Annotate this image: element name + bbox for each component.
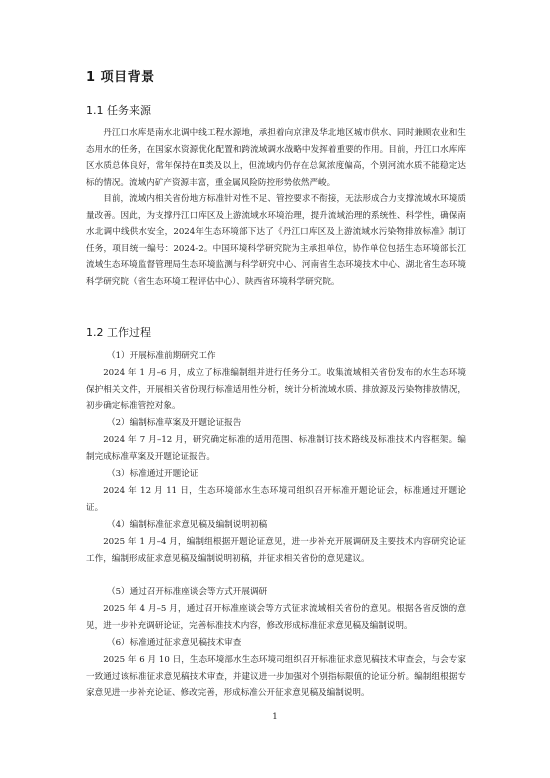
paragraph-task-source-1: 丹江口水库是南水北调中线工程水源地，承担着向京津及华北地区城市供水、同时兼顾农业和生态用水的任务，在国家水资源优化配置和跨流域调水战略中发挥着重要的作用。目前，丹江口水库库区水质总体良好，常年保持在Ⅱ类及以上，但流域内仍存在总氮浓度偏高，个别河流水质不能稳定达标的情况。流域内矿产资源丰富，重金属风险防控形势依然严峻。 (86, 128, 466, 188)
section-heading-1: 1 项目背景 (86, 70, 155, 85)
work-step-body: 2025 年 6 月 10 日，生态环境部水生态环境司组织召开标准征求意见稿技术审查会，与会专家一致通过该标准征求意见稿技术审查，并建议进一步加强对个别指标限值的论证分析。编制组根据专家意见进一步补充论证、修改完善，形成标准公开征求意见稿及编制说明。 (86, 655, 466, 699)
work-step-heading: （3）标准通过开题论证 (107, 469, 199, 479)
work-step-heading: （2）编制标准草案及开题论证报告 (107, 418, 242, 428)
work-step-heading: （6）标准通过征求意见稿技术审查 (107, 638, 242, 648)
paragraph-task-source-2: 目前，流域内相关省份地方标准针对性不足、管控要求不衔接，无法形成合力支撑流域水环境质量改善。因此，为支撑丹江口库区及上游流域水环境治理，提升流域治理的系统性、科学性，确保南水北调中线供水安全，2024年生态环境部下达了《丹江口库区及上游流域水污染物排放标准》制订任务，项目统一编号：2024-2。中国环境科学研究院为主承担单位，协作单位包括生态环境部长江流域生态环境监督管理局生态环境监测与科学研究中心、河南省生态环境技术中心、湖北省生态环境科学研究院（省生态环境工程评估中心）、陕西省环境科学研究院。 (86, 194, 466, 287)
section-heading-1-1: 1.1 任务来源 (86, 104, 151, 117)
work-step-body: 2024 年 12 月 11 日，生态环境部水生态环境司组织召开标准开题论证会，标准通过开题论证。 (86, 486, 466, 513)
work-step-heading: （4）编制标准征求意见稿及编制说明初稿 (107, 520, 268, 530)
work-step-body: 2025 年 4 月–5 月，通过召开标准座谈会等方式征求流域相关省份的意见。根据各省反馈的意见，进一步补充调研论证，完善标准技术内容，修改形成标准征求意见稿及编制说明。 (86, 604, 466, 631)
work-step-heading: （1）开展标准前期研究工作 (107, 351, 216, 361)
work-step-heading: （5）通过召开标准座谈会等方式开展调研 (107, 587, 268, 597)
work-step-body: 2024 年 1 月–6 月，成立了标准编制组并进行任务分工。收集流域相关省份发布的水生态环境保护相关文件，开展相关省份现行标准适用性分析，统计分析流域水质、排放源及污染物排放情况，初步确定标准管控对象。 (86, 368, 466, 412)
page-number: 1 (272, 712, 278, 722)
section-heading-1-2: 1.2 工作过程 (86, 326, 151, 339)
work-step-body: 2025 年 1 月–4 月，编制组根据开题论证意见，进一步补充开展调研及主要技术内容研究论证工作，编制形成征求意见稿及编制说明初稿，并征求相关省份的意见建议。 (86, 537, 466, 564)
work-step-body: 2024 年 7 月–12 月，研究确定标准的适用范围、标准制订技术路线及标准技术内容框架。编制完成标准草案及开题论证报告。 (86, 435, 466, 462)
